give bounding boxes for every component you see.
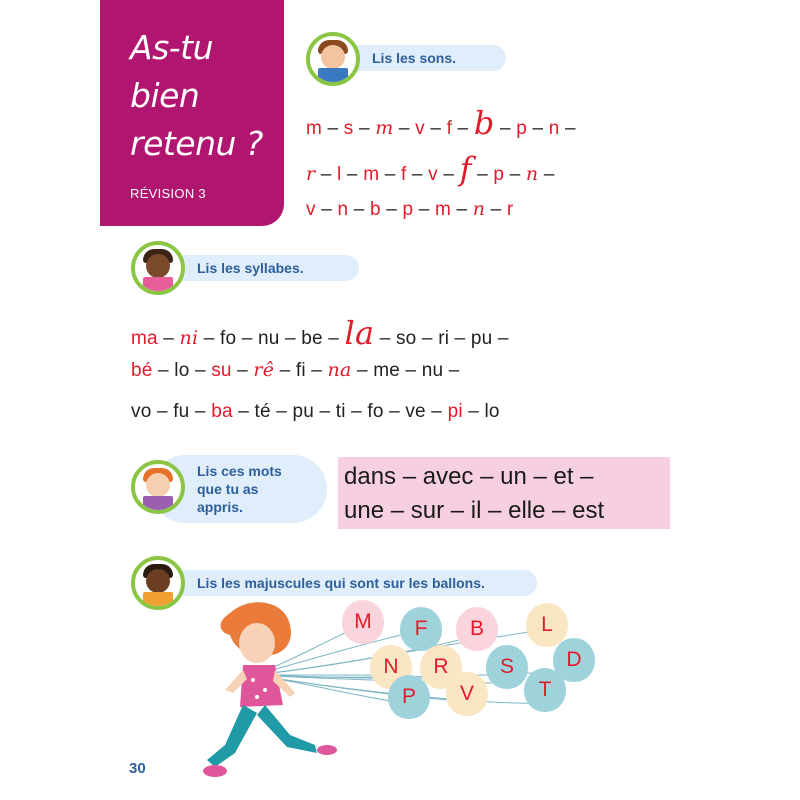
redhead-girl-avatar-icon <box>131 460 185 514</box>
balloon-d: D <box>553 638 595 682</box>
title-line-2: bien <box>130 76 200 115</box>
instruction-majuscules-text: Lis les majuscules qui sont sur les ballons. <box>197 575 485 591</box>
balloon-f: F <box>400 607 442 651</box>
balloon-t: T <box>524 668 566 712</box>
balloon-s: S <box>486 645 528 689</box>
instruction-majuscules <box>151 570 537 596</box>
syllabes-row-3: vo – fu – ba – té – pu – ti – fo – ve – pi – lo <box>131 401 500 422</box>
instruction-syllabes-text: Lis les syllabes. <box>197 260 304 276</box>
revision-label: RÉVISION 3 <box>130 186 206 201</box>
instruction-mots-line-1: Lis ces mots <box>197 463 282 479</box>
balloon-p: P <box>388 675 430 719</box>
title-line-1: As-tu <box>130 28 214 67</box>
balloon-l: L <box>526 603 568 647</box>
balloon-n: N <box>370 645 412 689</box>
syllabes-row-2: bé – lo – su – rê – fi – na – me – nu – <box>131 359 460 381</box>
instruction-mots-line-2: que tu as <box>197 481 259 497</box>
sons-row-2: r – l – m – f – v – f – p – n – <box>306 150 555 188</box>
mots-appris-box <box>338 457 670 529</box>
sons-row-3: v – n – b – p – m – n – r <box>306 198 514 220</box>
instruction-sons-text: Lis les sons. <box>372 50 457 66</box>
balloon-b: B <box>456 607 498 651</box>
balloon-v: V <box>446 672 488 716</box>
boy-reading-avatar-icon <box>306 32 360 86</box>
instruction-mots-line-3: appris. <box>197 499 243 515</box>
syllabes-row-1: ma – ni – fo – nu – be – la – so – ri – pu – <box>131 314 509 352</box>
sons-row-1: m – s – m – v – f – b – p – n – <box>306 104 576 142</box>
girl-reading-avatar-icon <box>131 241 185 295</box>
title-box <box>100 0 284 226</box>
balloon-r: R <box>420 645 462 689</box>
mots-line-1: dans – avec – un – et – <box>344 463 594 490</box>
mots-line-2: une – sur – il – elle – est <box>344 497 605 524</box>
page-number: 30 <box>129 760 146 777</box>
balloon-m: M <box>342 600 384 644</box>
boy-avatar-icon <box>131 556 185 610</box>
title-line-3: retenu ? <box>130 124 263 163</box>
